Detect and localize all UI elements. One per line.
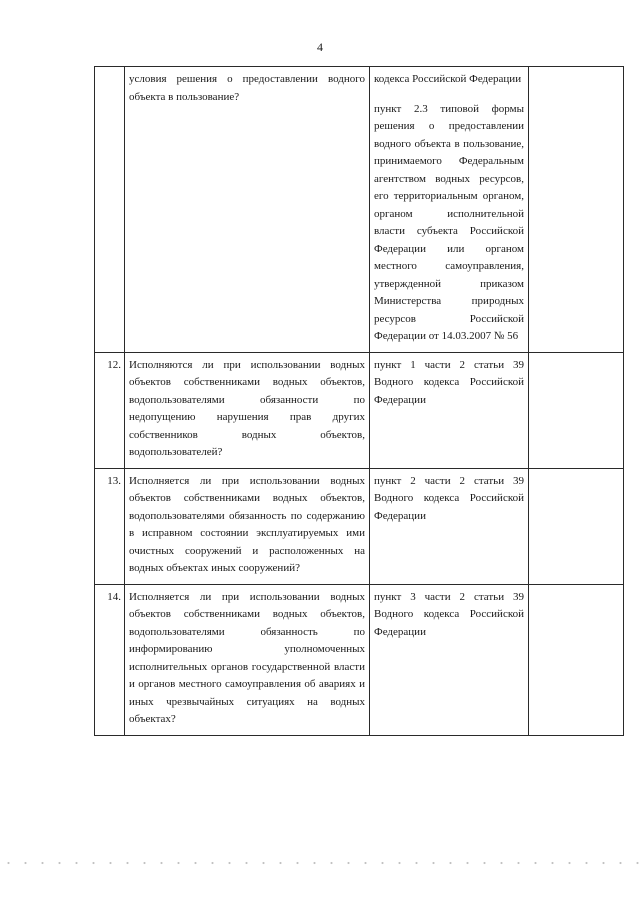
question-cell: Исполняются ли при использовании водных объектов собственниками водных объектов, водопользователями обязанности по недопущению нарушения прав других собственников водных объектов, водопользователей? [125,352,370,468]
table-row [95,584,624,735]
question-cell: Исполняется ли при использовании водных объектов собственниками водных объектов, водопользователями обязанность по содержанию в исправном состоянии эксплуатируемых ими очистных сооружений и расположенных на водных объектах иных сооружений? [125,468,370,584]
row-number-cell: 13. [95,468,125,584]
page-number: 4 [317,40,323,54]
table-row [95,352,624,468]
row-number-cell: 12. [95,352,125,468]
mark-cell [529,584,624,735]
reference-paragraph: пункт 1 части 2 статьи 39 Водного кодекса Российской Федерации [374,358,524,406]
scan-artifact-dots [0,860,640,866]
checklist-table [94,66,624,736]
reference-paragraph: пункт 3 части 2 статьи 39 Водного кодекса Российской Федерации [374,590,524,638]
reference-cell [370,67,529,353]
table-row [95,468,624,584]
mark-cell [529,352,624,468]
mark-cell [529,468,624,584]
row-number-cell: 14. [95,584,125,735]
reference-cell [370,584,529,735]
reference-cell [370,352,529,468]
row-number-cell [95,67,125,353]
question-cell: Исполняется ли при использовании водных объектов собственниками водных объектов, водопользователями обязанность по информированию уполномоченных исполнительных органов государственной власти и органов местного самоуправления об авариях и иных чрезвычайных ситуациях на водных объектах? [125,584,370,735]
table-row [95,67,624,353]
reference-paragraph: пункт 2.3 типовой формы решения о предоставлении водного объекта в пользование, принимаемого Федеральным агентством водных ресурсов, его территориальным органом, органом исполнительной власти субъекта Российской Федерации или органом местного самоуправления, утвержденной приказом Министерства природных ресурсов Российской Федерации от 14.03.2007 № 56 [374,102,524,342]
mark-cell [529,67,624,353]
reference-cell [370,468,529,584]
reference-paragraph: кодекса Российской Федерации [374,73,522,85]
reference-paragraph: пункт 2 части 2 статьи 39 Водного кодекса Российской Федерации [374,474,524,522]
question-cell: условия решения о предоставлении водного объекта в пользование? [125,67,370,353]
